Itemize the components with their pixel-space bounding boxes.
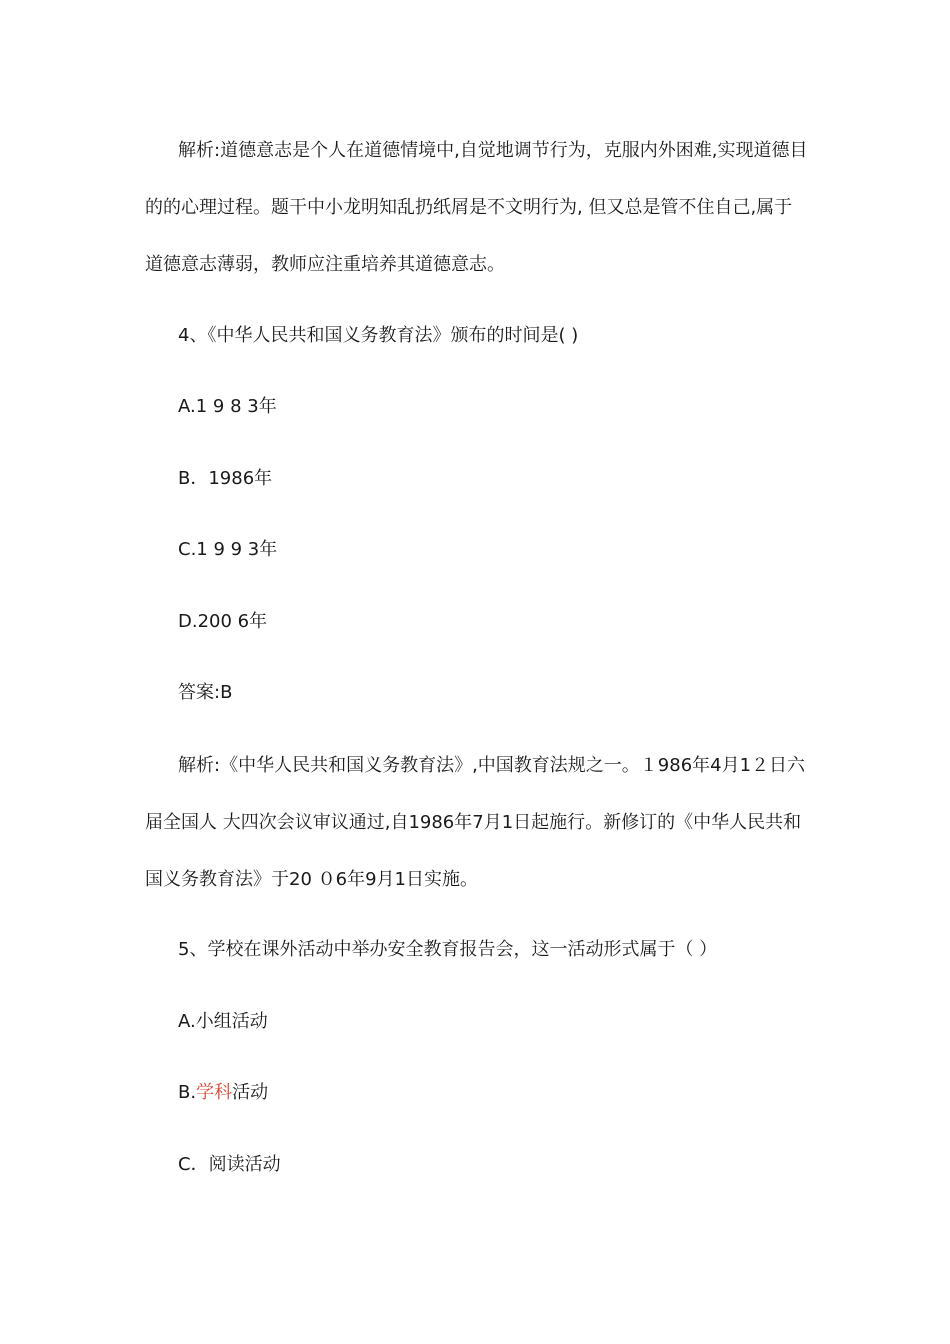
question-4: 4、《中华人民共和国义务教育法》颁布的时间是( )	[178, 325, 579, 346]
q4-option-c: C.1 9 9 3年	[178, 539, 278, 560]
q5-option-b	[178, 1081, 268, 1105]
q4-option-b: B．1986年	[178, 468, 273, 489]
q4-option-a: A.1 9 8 3年	[178, 396, 277, 417]
q5-option-c: C．阅读活动	[178, 1154, 281, 1175]
q5-option-b-suffix: 活动	[232, 1082, 269, 1103]
analysis-q3: 解析:道德意志是个人在道德情境中,自觉地调节行为，克服内外困难,实现道德目的的心理过程。题干中小龙明知乱扔纸屑是不文明行为, 但又总是管不住自己,属于道德意志薄弱，教师应注重培养其道德意志。	[145, 140, 808, 275]
q4-option-d: D.200 6年	[178, 611, 268, 632]
q4-answer: 答案:B	[178, 682, 233, 703]
analysis-q4: 解析:《中华人民共和国义务教育法》,中国教育法规之一。１986年4月1２日六届全国人 大四次会议审议通过,自1986年7月1日起施行。新修订的《中华人民共和国义务教育法》于20 ０6年9月1日实施。	[145, 755, 806, 890]
question-5: 5、学校在课外活动中举办安全教育报告会，这一活动形式属于（ ）	[178, 939, 718, 960]
q5-option-a: A.小组活动	[178, 1011, 268, 1032]
q5-option-b-prefix: B.	[178, 1082, 197, 1103]
q5-option-b-highlight: 学科	[196, 1082, 233, 1103]
